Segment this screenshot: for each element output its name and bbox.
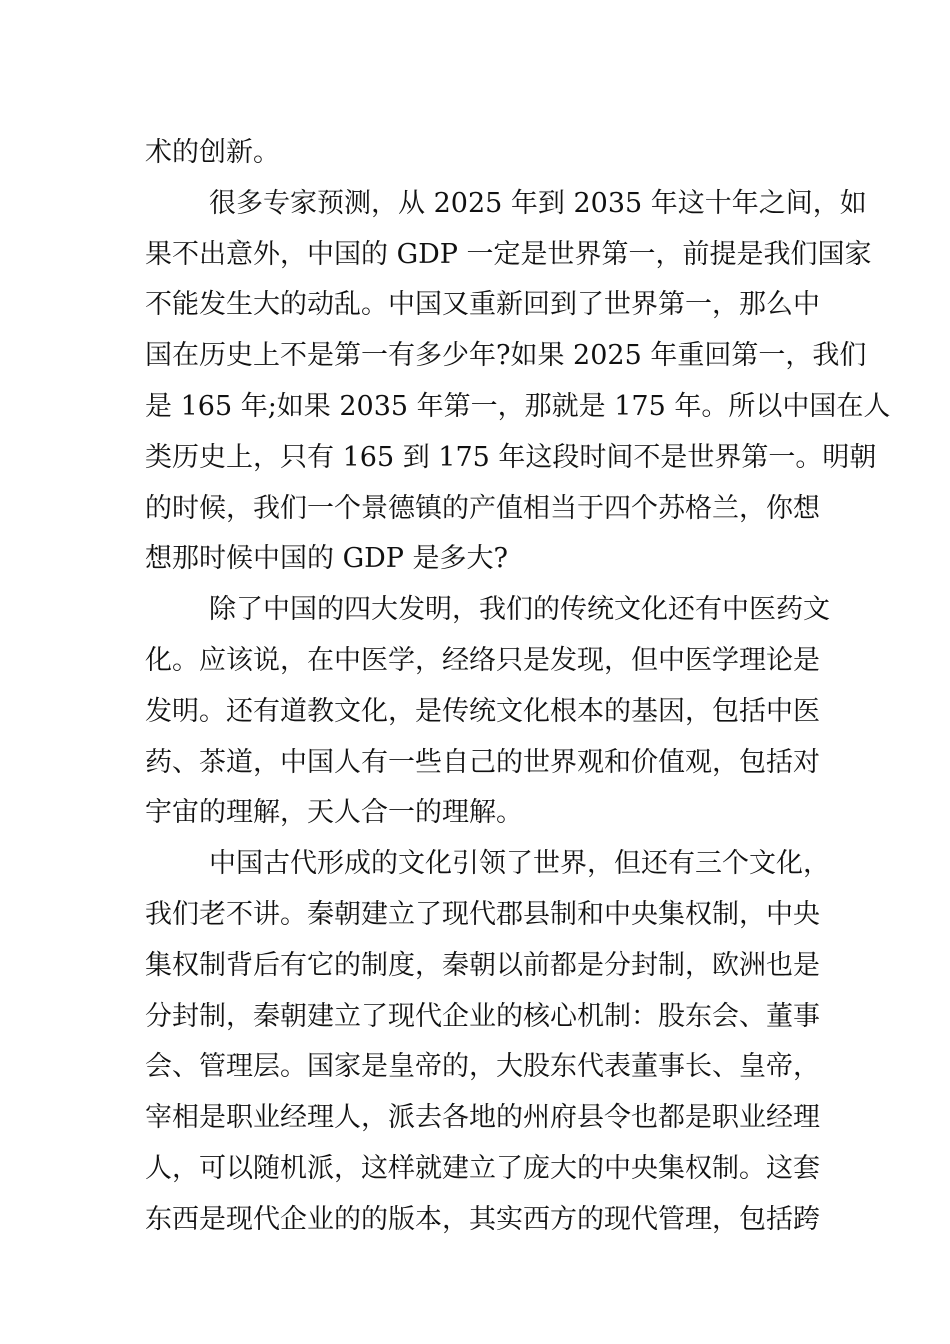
text-line: 宇宙的理解，天人合一的理解。 [145, 797, 523, 829]
text-line: 发明。还有道教文化，是传统文化根本的基因，包括中医 [145, 695, 820, 727]
text-line: 果不出意外，中国的 GDP 一定是世界第一，前提是我们国家 [145, 238, 872, 270]
text-line: 国在历史上不是第一有多少年?如果 2025 年重回第一，我们 [145, 340, 867, 372]
text-line: 除了中国的四大发明，我们的传统文化还有中医药文 [209, 594, 830, 626]
text-line: 集权制背后有它的制度，秦朝以前都是分封制，欧洲也是 [145, 949, 820, 981]
text-line: 很多专家预测，从 2025 年到 2035 年这十年之间，如 [209, 187, 867, 219]
text-line: 中国古代形成的文化引领了世界，但还有三个文化， [209, 848, 830, 880]
text-line: 人，可以随机派，这样就建立了庞大的中央集权制。这套 [145, 1152, 820, 1184]
text-line: 不能发生大的动乱。中国又重新回到了世界第一，那么中 [145, 289, 820, 321]
text-line: 术的创新。 [145, 137, 280, 168]
text-line: 是 165 年;如果 2035 年第一，那就是 175 年。所以中国在人 [145, 390, 891, 422]
text-line: 我们老不讲。秦朝建立了现代郡县制和中央集权制，中央 [145, 898, 820, 930]
text-line: 类历史上，只有 165 到 175 年这段时间不是世界第一。明朝 [145, 441, 877, 473]
text-line: 的时候，我们一个景德镇的产值相当于四个苏格兰，你想 [145, 492, 820, 524]
text-line: 想那时候中国的 GDP 是多大? [145, 543, 509, 575]
text-line: 东西是现代企业的的版本，其实西方的现代管理，包括跨 [145, 1203, 820, 1235]
text-line: 化。应该说，在中医学，经络只是发现，但中医学理论是 [145, 644, 820, 676]
text-line: 分封制，秦朝建立了现代企业的核心机制：股东会、董事 [145, 1000, 820, 1032]
body-text [145, 128, 891, 1246]
text-line: 药、茶道，中国人有一些自己的世界观和价值观，包括对 [145, 746, 820, 778]
text-line: 会、管理层。国家是皇帝的，大股东代表董事长、皇帝， [145, 1051, 820, 1083]
text-line: 宰相是职业经理人，派去各地的州府县令也都是职业经理 [145, 1102, 820, 1134]
